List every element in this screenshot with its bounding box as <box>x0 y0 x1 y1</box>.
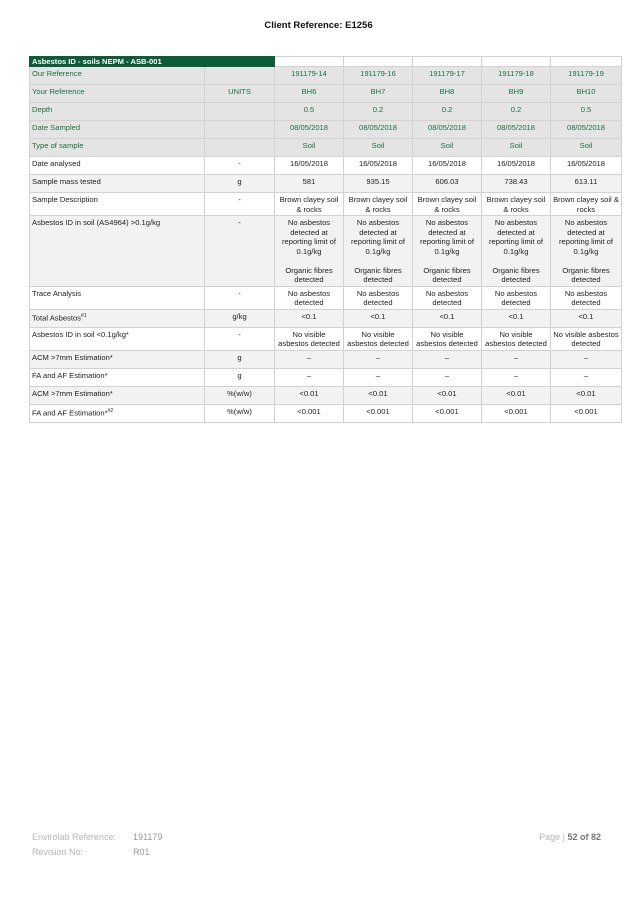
cell-value: – <box>482 368 551 386</box>
cell-value: 08/05/2018 <box>551 121 622 139</box>
row-unit: g <box>205 350 275 368</box>
table-row <box>30 216 622 287</box>
row-unit <box>205 139 275 157</box>
cell-value: – <box>413 350 482 368</box>
cell-value: No asbestos detected at reporting limit of 0.1g/kg Organic fibres detected <box>551 216 622 287</box>
row-unit <box>205 121 275 139</box>
cell-value: No asbestos detected <box>551 286 622 309</box>
cell-value: – <box>275 350 344 368</box>
cell-value: <0.1 <box>482 309 551 327</box>
row-label: Trace Analysis <box>30 286 205 309</box>
row-unit <box>205 103 275 121</box>
footnote-marker: #2 <box>107 407 114 414</box>
table-row <box>30 386 622 404</box>
row-unit: g/kg <box>205 309 275 327</box>
cell-value: <0.01 <box>551 386 622 404</box>
cell-value: 191179-18 <box>482 67 551 85</box>
cell-value: <0.001 <box>344 404 413 422</box>
cell-value: Soil <box>551 139 622 157</box>
cell-value: – <box>275 368 344 386</box>
table-header-row <box>30 103 622 121</box>
row-unit: - <box>205 216 275 287</box>
cell-value: Soil <box>344 139 413 157</box>
cell-value: 08/05/2018 <box>482 121 551 139</box>
row-unit: %(w/w) <box>205 404 275 422</box>
cell-value: No asbestos detected <box>344 286 413 309</box>
cell-value: No asbestos detected <box>482 286 551 309</box>
cell-value: No visible asbestos detected <box>275 327 344 350</box>
cell-value: – <box>551 350 622 368</box>
cell-value: BH8 <box>413 85 482 103</box>
cell-value: No visible asbestos detected <box>551 327 622 350</box>
cell-value: BH9 <box>482 85 551 103</box>
page-value: 52 of 82 <box>567 832 601 842</box>
cell-value: No asbestos detected at reporting limit of 0.1g/kg Organic fibres detected <box>413 216 482 287</box>
table-header-row <box>30 121 622 139</box>
envirolab-reference-value: 191179 <box>133 832 163 842</box>
cell-value: 191179-19 <box>551 67 622 85</box>
cell-value: 16/05/2018 <box>413 157 482 175</box>
row-label: ACM >7mm Estimation* <box>30 386 205 404</box>
table-row <box>30 193 622 216</box>
table-header-row <box>30 139 622 157</box>
cell-value: 0.2 <box>344 103 413 121</box>
cell-value: <0.001 <box>413 404 482 422</box>
row-label: Asbestos ID in soil (AS4964) >0.1g/kg <box>30 216 205 287</box>
cell-value: 16/05/2018 <box>482 157 551 175</box>
row-label: FA and AF Estimation* <box>30 368 205 386</box>
cell-value: – <box>344 368 413 386</box>
row-label: Type of sample <box>30 139 205 157</box>
cell-value: 0.2 <box>413 103 482 121</box>
table-row <box>30 404 622 422</box>
client-reference: Client Reference: E1256 <box>264 20 373 31</box>
footer <box>32 830 162 860</box>
row-unit: - <box>205 327 275 350</box>
revision-label: Revision No: <box>32 847 84 857</box>
cell-value: BH6 <box>275 85 344 103</box>
row-label: Date analysed <box>30 157 205 175</box>
cell-value: 08/05/2018 <box>344 121 413 139</box>
cell-value: <0.1 <box>275 309 344 327</box>
cell-value: 738.43 <box>482 175 551 193</box>
table-title-row <box>30 57 622 67</box>
row-unit: g <box>205 368 275 386</box>
cell-value: 0.5 <box>551 103 622 121</box>
cell-value: No visible asbestos detected <box>344 327 413 350</box>
cell-value: 0.5 <box>275 103 344 121</box>
cell-value: <0.001 <box>275 404 344 422</box>
cell-value: <0.1 <box>413 309 482 327</box>
cell-value: 935.15 <box>344 175 413 193</box>
cell-value: 191179-14 <box>275 67 344 85</box>
envirolab-reference <box>32 830 162 845</box>
row-label: Asbestos ID in soil <0.1g/kg* <box>30 327 205 350</box>
revision-number <box>32 845 162 860</box>
table-title: Asbestos ID - soils NEPM - ASB-001 <box>30 57 275 67</box>
cell-value: Soil <box>275 139 344 157</box>
cell-value: 08/05/2018 <box>413 121 482 139</box>
cell-value: – <box>413 368 482 386</box>
cell-value: Brown clayey soil & rocks <box>275 193 344 216</box>
cell-value: 0.2 <box>482 103 551 121</box>
cell-value: 08/05/2018 <box>275 121 344 139</box>
row-unit: %(w/w) <box>205 386 275 404</box>
row-unit: - <box>205 286 275 309</box>
table-row <box>30 157 622 175</box>
cell-value: <0.01 <box>344 386 413 404</box>
cell-value: BH7 <box>344 85 413 103</box>
cell-value: – <box>344 350 413 368</box>
cell-value: Brown clayey soil & rocks <box>551 193 622 216</box>
cell-value: BH10 <box>551 85 622 103</box>
cell-value: Brown clayey soil & rocks <box>482 193 551 216</box>
cell-value: <0.1 <box>344 309 413 327</box>
cell-value: No asbestos detected at reporting limit of 0.1g/kg Organic fibres detected <box>482 216 551 287</box>
cell-value: 581 <box>275 175 344 193</box>
page-prefix: Page | <box>539 832 565 842</box>
row-label: Our Reference <box>30 67 205 85</box>
table-row <box>30 175 622 193</box>
cell-value: Soil <box>413 139 482 157</box>
table-row <box>30 286 622 309</box>
table-row <box>30 350 622 368</box>
cell-value: <0.01 <box>275 386 344 404</box>
footnote-marker: #1 <box>80 312 87 319</box>
cell-value: No asbestos detected at reporting limit of 0.1g/kg Organic fibres detected <box>275 216 344 287</box>
row-label: Date Sampled <box>30 121 205 139</box>
cell-value: No asbestos detected <box>413 286 482 309</box>
row-unit <box>205 67 275 85</box>
cell-value: No asbestos detected <box>275 286 344 309</box>
row-label: Sample mass tested <box>30 175 205 193</box>
cell-value: No asbestos detected at reporting limit of 0.1g/kg Organic fibres detected <box>344 216 413 287</box>
cell-value: Brown clayey soil & rocks <box>413 193 482 216</box>
row-label: Your Reference <box>30 85 205 103</box>
cell-value: 191179-16 <box>344 67 413 85</box>
cell-value: 16/05/2018 <box>551 157 622 175</box>
envirolab-reference-label: Envirolab Reference: <box>32 832 117 842</box>
cell-value: 16/05/2018 <box>275 157 344 175</box>
cell-value: <0.001 <box>551 404 622 422</box>
row-label: Depth <box>30 103 205 121</box>
cell-value: 606.03 <box>413 175 482 193</box>
table-row <box>30 368 622 386</box>
cell-value: <0.01 <box>413 386 482 404</box>
table-row <box>30 309 622 327</box>
cell-value: – <box>551 368 622 386</box>
cell-value: No visible asbestos detected <box>413 327 482 350</box>
cell-value: Soil <box>482 139 551 157</box>
cell-value: No visible asbestos detected <box>482 327 551 350</box>
row-label: Sample Description <box>30 193 205 216</box>
row-label: FA and AF Estimation*$^{\#2}$ <box>30 404 205 422</box>
table-header-row <box>30 85 622 103</box>
cell-value: – <box>482 350 551 368</box>
table-header-row <box>30 67 622 85</box>
cell-value: 613.11 <box>551 175 622 193</box>
row-unit: - <box>205 193 275 216</box>
cell-value: <0.01 <box>482 386 551 404</box>
row-unit: UNITS <box>205 85 275 103</box>
page-number <box>539 832 601 842</box>
row-unit: - <box>205 157 275 175</box>
row-label: Total Asbestos$^{\#1}$ <box>30 309 205 327</box>
revision-value: R01 <box>133 847 150 857</box>
cell-value: 16/05/2018 <box>344 157 413 175</box>
row-unit: g <box>205 175 275 193</box>
cell-value: Brown clayey soil & rocks <box>344 193 413 216</box>
table-row <box>30 327 622 350</box>
cell-value: 191179-17 <box>413 67 482 85</box>
asbestos-results-table <box>29 56 622 423</box>
cell-value: <0.1 <box>551 309 622 327</box>
row-label: ACM >7mm Estimation* <box>30 350 205 368</box>
cell-value: <0.001 <box>482 404 551 422</box>
